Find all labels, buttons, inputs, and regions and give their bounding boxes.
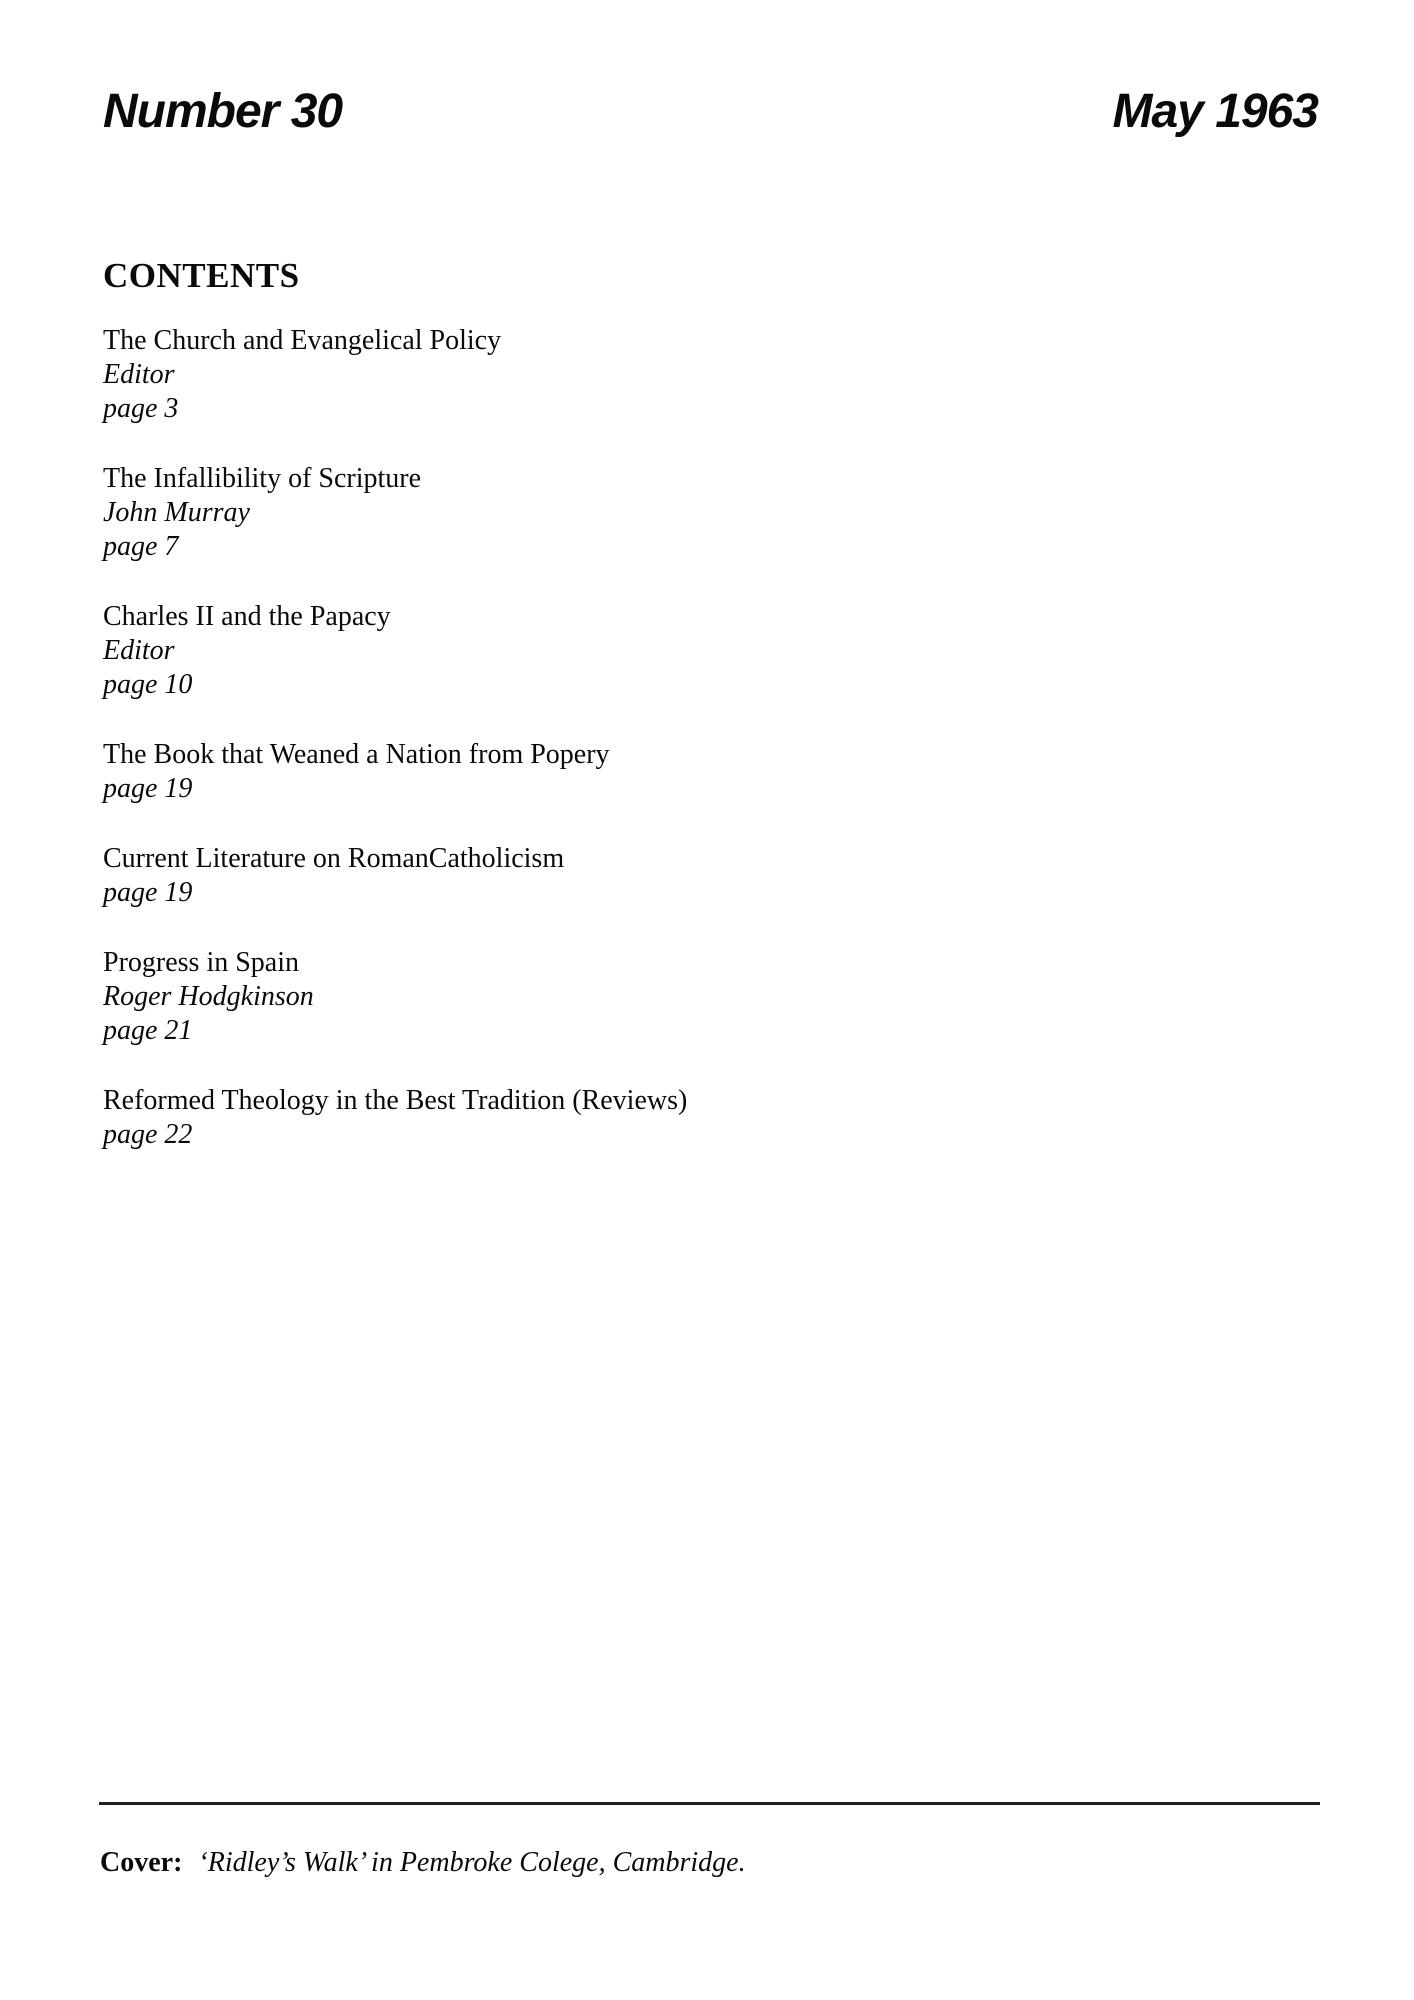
article-title: The Church and Evangelical Policy xyxy=(103,325,502,356)
article-author: John Murray xyxy=(103,497,250,528)
article-page: page 19 xyxy=(103,773,193,804)
toc-entry xyxy=(103,1084,1003,1152)
article-page: page 7 xyxy=(103,531,179,562)
article-page: page 19 xyxy=(103,877,193,908)
cover-label: Cover: xyxy=(100,1847,183,1878)
toc-entry xyxy=(103,600,1003,702)
toc-entry xyxy=(103,738,1003,806)
article-page: page 22 xyxy=(103,1119,193,1150)
contents-heading: CONTENTS xyxy=(103,256,300,295)
article-page: page 10 xyxy=(103,669,193,700)
contents-list xyxy=(103,324,1003,1188)
article-title: Progress in Spain xyxy=(103,947,299,978)
article-title: Reformed Theology in the Best Tradition (Reviews) xyxy=(103,1085,688,1116)
article-author: Editor xyxy=(103,635,175,666)
issue-number: Number 30 xyxy=(103,85,343,138)
article-title: The Infallibility of Scripture xyxy=(103,463,422,494)
article-author: Editor xyxy=(103,359,175,390)
toc-entry xyxy=(103,946,1003,1048)
cover-note xyxy=(100,1846,746,1880)
masthead xyxy=(103,84,1318,139)
issue-date: May 1963 xyxy=(1112,85,1318,138)
toc-entry xyxy=(103,462,1003,564)
article-title: The Book that Weaned a Nation from Popery xyxy=(103,739,610,770)
article-page: page 21 xyxy=(103,1015,193,1046)
cover-caption: ‘Ridley’s Walk’ in Pembroke Colege, Cambridge. xyxy=(198,1847,746,1878)
footer-rule xyxy=(99,1802,1320,1805)
article-author: Roger Hodgkinson xyxy=(103,981,314,1012)
article-page: page 3 xyxy=(103,393,179,424)
toc-entry xyxy=(103,324,1003,426)
article-title: Current Literature on RomanCatholicism xyxy=(103,843,565,874)
toc-entry xyxy=(103,842,1003,910)
article-title: Charles II and the Papacy xyxy=(103,601,391,632)
